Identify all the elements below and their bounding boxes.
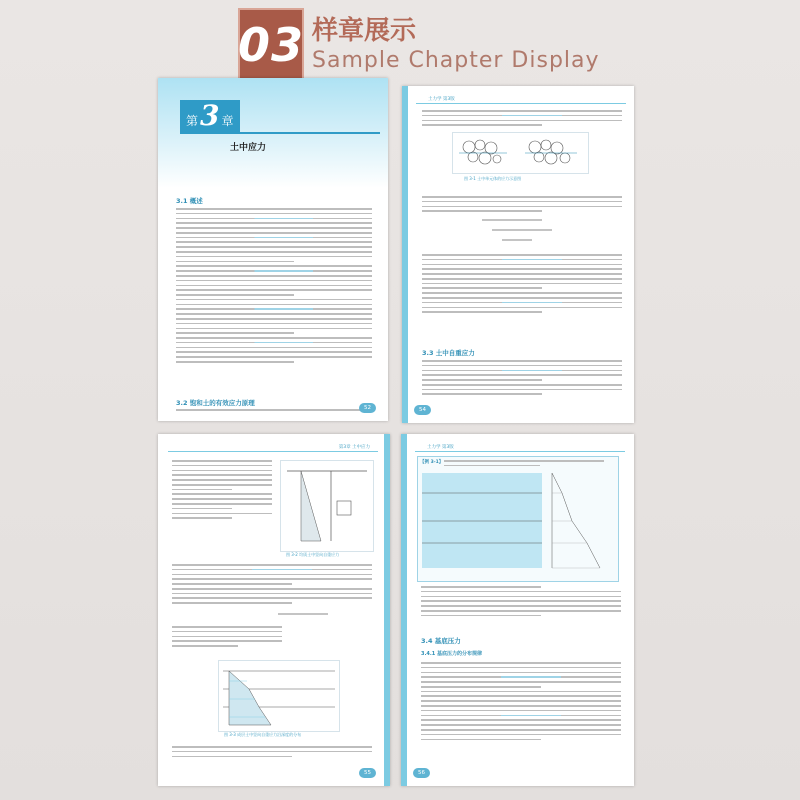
layered-soil-figure [218,660,340,732]
stress-diagram [281,461,373,551]
running-head: 第3章 土中应力 [338,445,370,450]
body-text-block [172,746,372,760]
example-label: 【例 3-1】 [420,460,444,465]
page-edge-bar [401,434,407,786]
page-number: 54 [414,405,431,415]
equation-block [278,606,338,622]
chapter-label [180,100,240,132]
figure-caption: 图 3-1 土中单元体的应力示意图 [464,176,522,181]
chapter-suffix: 章 [221,114,234,128]
sample-page-1 [158,78,388,421]
body-text-block [176,208,372,366]
chapter-prefix: 第 [186,114,199,128]
running-head: 土力学 第3版 [427,445,454,450]
body-text-block [422,254,622,316]
running-head: 土力学 第3版 [428,97,455,102]
body-text-block [176,409,372,414]
sample-page-4 [401,434,634,786]
header-subtitle: Sample Chapter Display [312,48,600,73]
figure-caption: 图 3-3 成层土中竖向自重应力沿深度的分布 [224,732,302,737]
particle-diagram [453,133,588,173]
chapter-number: 3 [200,99,220,132]
body-text-block [422,196,622,215]
soil-particle-figure [452,132,589,174]
running-rule [416,103,626,104]
section-heading: 3.4 基底压力 [421,637,461,645]
running-rule [168,451,378,452]
body-text-block [422,110,622,129]
page-edge-bar [402,86,408,423]
section-heading: 3.3 土中自重应力 [422,349,475,357]
body-text-block [421,662,621,743]
example-figure [422,473,612,573]
figure-caption: 图 3-2 均质土中竖向自重应力 [286,552,340,557]
section-heading: 3.1 概述 [176,197,203,205]
subsection-heading: 3.4.1 基底压力的分布规律 [421,651,482,657]
solution-text [421,586,621,619]
running-rule [415,451,625,452]
chapter-number-badge: 03 [238,8,304,82]
section-heading: 3.2 饱和土的有效应力原理 [176,399,255,407]
header-title: 样章展示 [312,16,417,46]
page-number: 56 [413,768,430,778]
chapter-title: 土中应力 [230,143,267,153]
example-text [444,460,604,470]
layered-stress-diagram [219,661,339,731]
page-number: 55 [359,768,376,778]
chapter-rule [180,132,380,134]
equation-block [482,216,562,246]
sample-page-2 [402,86,634,423]
body-text-block [422,360,622,398]
page-edge-bar [384,434,390,786]
body-text-block [172,564,372,607]
body-text-block [172,626,282,650]
self-weight-stress-figure [280,460,374,552]
page-number: 52 [359,403,376,413]
example-box [417,456,619,582]
sample-page-3 [158,434,390,786]
body-text-block [172,460,272,522]
